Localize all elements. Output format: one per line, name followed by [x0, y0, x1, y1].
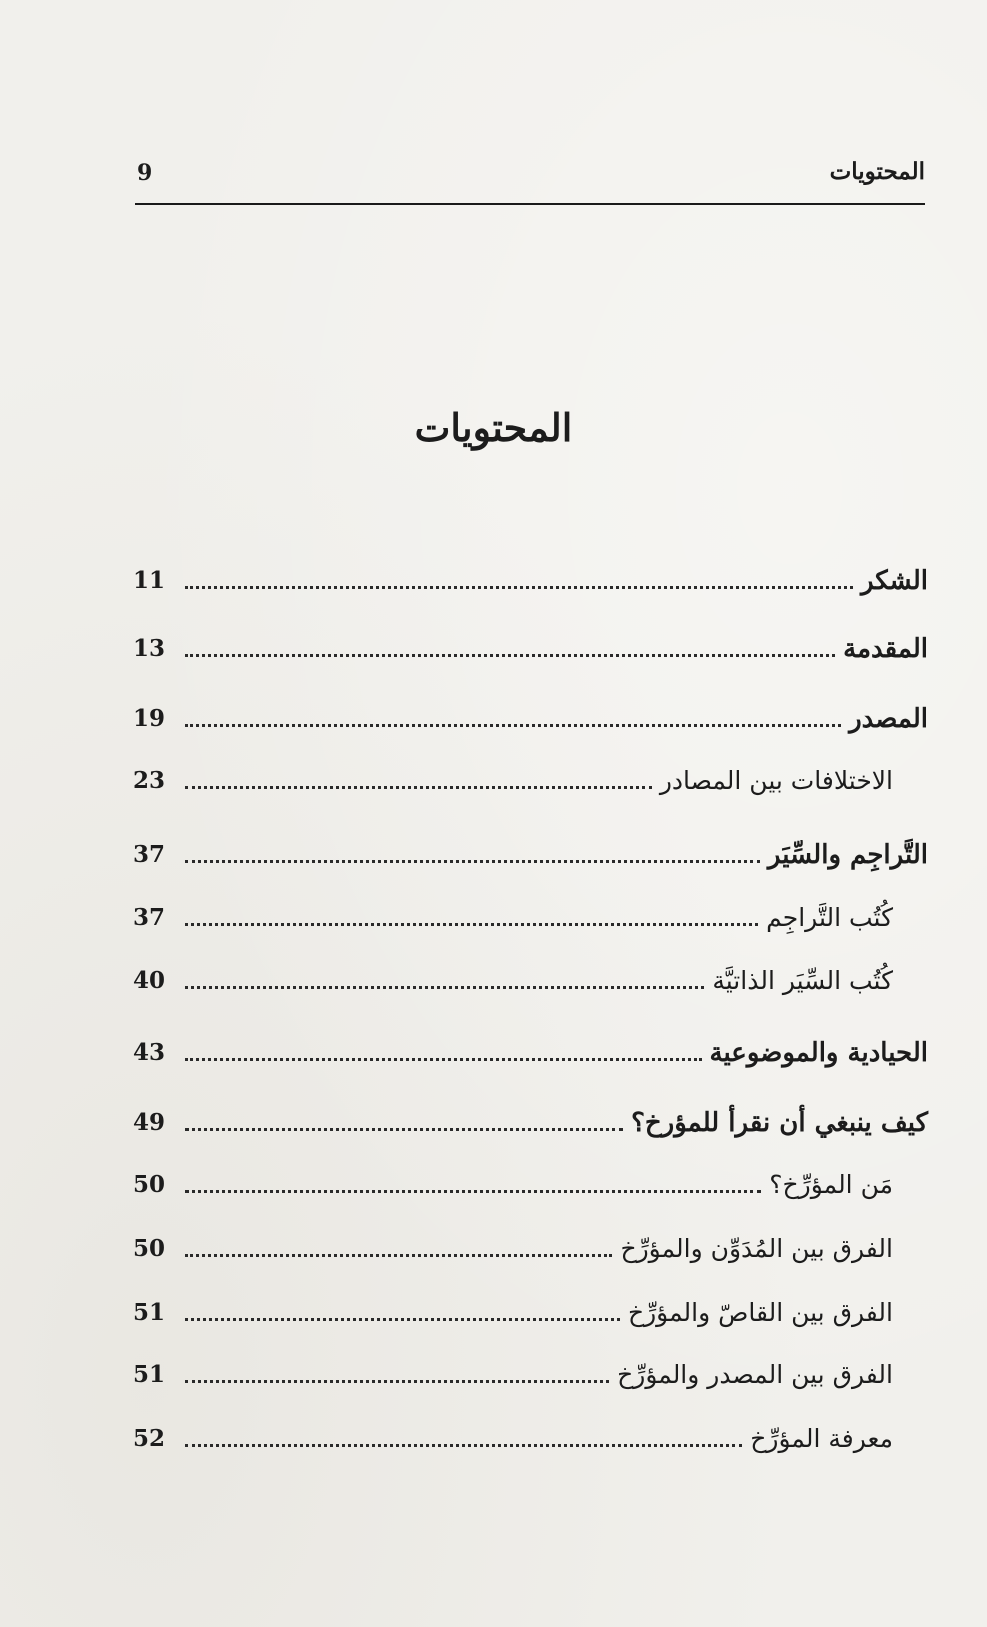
toc-entry-page: 50 [133, 1235, 166, 1262]
toc-entry-title: معرفة المؤرِّخ [750, 1424, 893, 1453]
toc-entry [133, 1100, 928, 1140]
toc-entry [133, 832, 928, 872]
toc-entry [133, 958, 893, 998]
toc-entry-page: 51 [133, 1361, 166, 1388]
toc-entry-title: الفرق بين المُدَوِّن والمؤرِّخ [620, 1234, 893, 1263]
header-rule [135, 203, 925, 205]
toc-entry [133, 1290, 893, 1330]
toc-entry [133, 758, 893, 798]
toc-entry-page: 19 [133, 705, 166, 732]
toc-entry-page: 13 [133, 635, 166, 662]
toc-entry-page: 43 [133, 1039, 166, 1066]
running-title: المحتويات [829, 158, 925, 185]
toc-entry-title: كُتُب التَّراجِم [766, 903, 893, 932]
toc-entry [133, 558, 928, 598]
toc-dot-leader [185, 1444, 742, 1447]
running-header [135, 158, 925, 202]
toc-entry-title: كيف ينبغي أن نقرأ للمؤرخ؟ [631, 1108, 928, 1138]
toc-entry-title: الفرق بين القاصّ والمؤرِّخ [627, 1298, 893, 1327]
toc-dot-leader [185, 1058, 702, 1061]
page-number: 9 [137, 160, 153, 186]
toc-entry-page: 37 [133, 904, 166, 931]
toc-dot-leader [185, 860, 760, 863]
toc-entry-page: 50 [133, 1171, 166, 1198]
toc-entry-page: 49 [133, 1109, 166, 1136]
toc-entry [133, 626, 928, 666]
toc-entry [133, 696, 928, 736]
toc-entry-title: الفرق بين المصدر والمؤرِّخ [617, 1360, 893, 1389]
toc-entry [133, 1352, 893, 1392]
toc-entry [133, 1030, 928, 1070]
toc-entry-title: الحيادية والموضوعية [709, 1038, 928, 1068]
toc-entry [133, 1226, 893, 1266]
toc-entry-title: المقدمة [843, 634, 928, 664]
toc-dot-leader [185, 986, 704, 989]
toc-entry-title: الاختلافات بين المصادر [659, 766, 893, 795]
toc-entry-page: 52 [133, 1425, 166, 1452]
toc-entry-title: الشكر [860, 566, 928, 596]
toc-dot-leader [185, 923, 758, 926]
toc-entry-title: كُتُب السِّيَر الذاتيَّة [712, 966, 893, 995]
toc-dot-leader [185, 1380, 609, 1383]
toc-entry-page: 11 [133, 567, 166, 594]
toc-dot-leader [185, 1318, 620, 1321]
toc-entry-page: 37 [133, 841, 166, 868]
toc-dot-leader [185, 786, 652, 789]
toc-entry-page: 51 [133, 1299, 166, 1326]
toc-entry [133, 1162, 893, 1202]
toc-title: المحتويات [414, 405, 573, 450]
toc-dot-leader [185, 586, 853, 589]
toc-entry-page: 23 [133, 767, 166, 794]
toc-dot-leader [185, 1254, 612, 1257]
toc-entry-title: مَن المؤرِّخ؟ [769, 1170, 893, 1199]
toc-entry-title: المصدر [849, 704, 928, 734]
toc-dot-leader [185, 1190, 761, 1193]
toc-entry-page: 40 [133, 967, 166, 994]
toc-dot-leader [185, 654, 835, 657]
toc-dot-leader [185, 724, 841, 727]
toc-dot-leader [185, 1128, 623, 1131]
toc-entry-title: التَّراجِم والسِّيَر [767, 840, 928, 870]
toc-entry [133, 1416, 893, 1456]
toc-entry [133, 895, 893, 935]
